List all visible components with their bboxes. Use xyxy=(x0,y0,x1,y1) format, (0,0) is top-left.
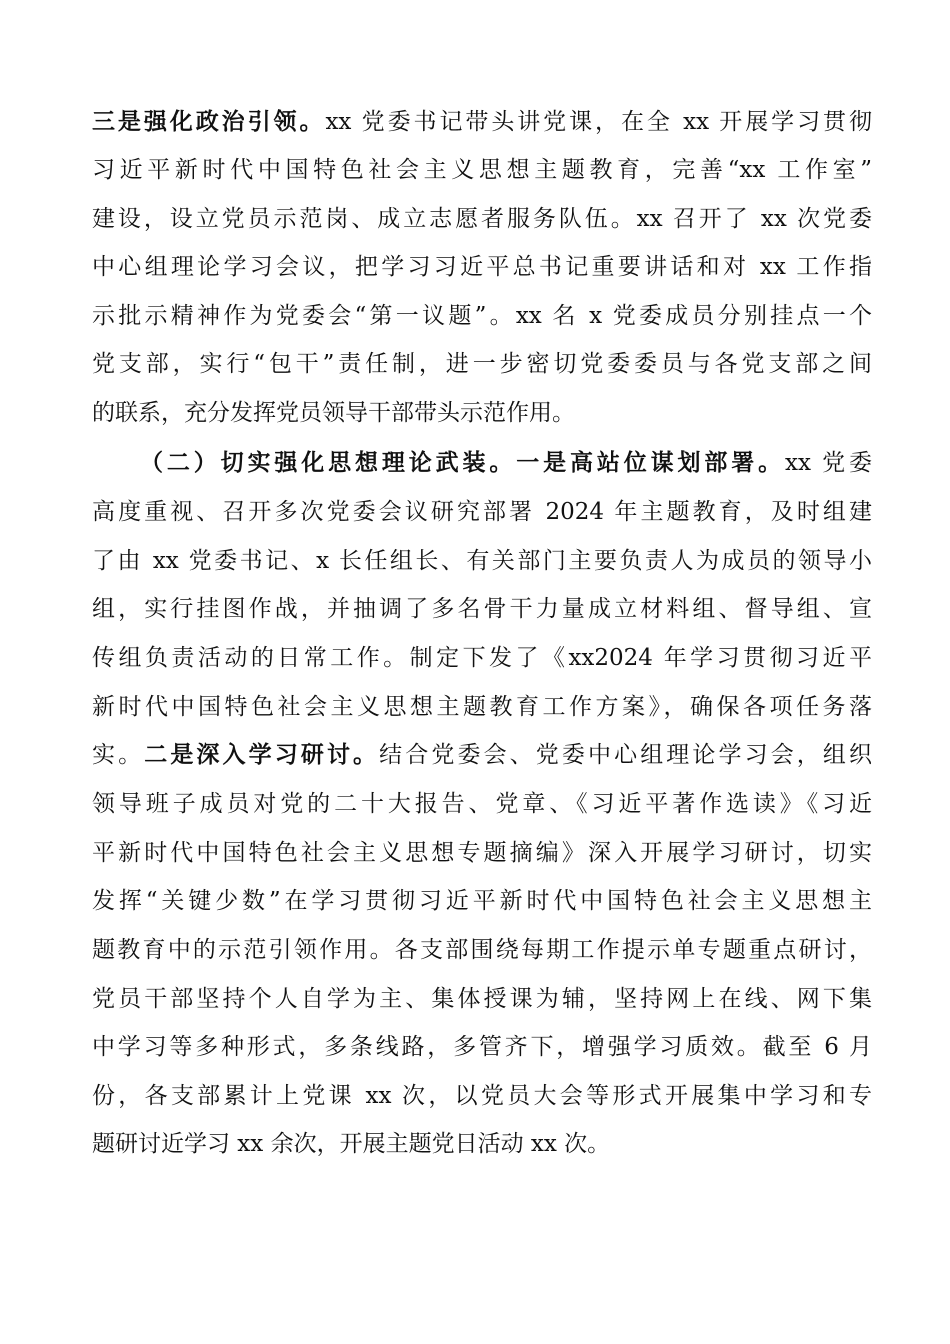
text-line: 示批示精神作为党委会“第一议题”。xx 名 x 党委成员分别挂点一个 xyxy=(92,303,872,329)
text-line: 份，各支部累计上党课 xx 次，以党员大会等形式开展集中学习和专 xyxy=(92,1083,872,1109)
text-line: 组，实行挂图作战，并抽调了多名骨干力量成立材料组、督导组、宣 xyxy=(92,596,872,622)
text-line xyxy=(92,102,872,142)
text-line xyxy=(140,443,872,483)
text-line: 领导班子成员对党的二十大报告、党章、《习近平著作选读》《习近 xyxy=(92,791,872,817)
text-line: 发挥“关键少数”在学习贯彻习近平新时代中国特色社会主义思想主 xyxy=(92,888,872,914)
text-line: 的联系，充分发挥党员领导干部带头示范作用。 xyxy=(92,400,575,426)
text-line: 党员干部坚持个人自学为主、集体授课为辅，坚持网上在线、网下集 xyxy=(92,986,872,1012)
text-line: 了由 xx 党委书记、x 长任组长、有关部门主要负责人为成员的领导小 xyxy=(92,548,872,574)
text-line: 传组负责活动的日常工作。制定下发了《xx2024 年学习贯彻习近平 xyxy=(92,645,872,671)
text-line: 平新时代中国特色社会主义思想专题摘编》深入开展学习研讨，切实 xyxy=(92,840,872,866)
section-heading: （二）切实强化思想理论武装。一是高站位谋划部署。 xyxy=(140,450,785,476)
text-line xyxy=(92,735,872,775)
text-run: xx 党委 xyxy=(785,450,873,476)
text-run: xx 党委书记带头讲党课，在全 xx 开展学习贯彻 xyxy=(325,109,872,135)
text-line: 党支部，实行“包干”责任制，进一步密切党委委员与各党支部之间 xyxy=(92,351,872,377)
bold-heading: 二是深入学习研讨。 xyxy=(144,742,380,768)
text-line: 题研讨近学习 xx 余次，开展主题党日活动 xx 次。 xyxy=(92,1131,611,1157)
text-line: 题教育中的示范引领作用。各支部围绕每期工作提示单专题重点研讨， xyxy=(92,937,872,963)
text-line: 习近平新时代中国特色社会主义思想主题教育，完善“xx 工作室” xyxy=(92,157,872,183)
text-line: 中心组理论学习会议，把学习习近平总书记重要讲话和对 xx 工作指 xyxy=(92,254,872,280)
text-line: 新时代中国特色社会主义思想主题教育工作方案》，确保各项任务落 xyxy=(92,694,872,720)
text-line: 中学习等多种形式，多条线路，多管齐下，增强学习质效。截至 6 月 xyxy=(92,1034,872,1060)
text-line: 高度重视、召开多次党委会议研究部署 2024 年主题教育，及时组建 xyxy=(92,499,872,525)
bold-heading: 三是强化政治引领。 xyxy=(92,109,326,135)
text-run: 实。 xyxy=(92,742,145,768)
text-run: 结合党委会、党委中心组理论学习会，组织 xyxy=(379,742,873,768)
text-line: 建设，设立党员示范岗、成立志愿者服务队伍。xx 召开了 xx 次党委 xyxy=(92,206,872,232)
